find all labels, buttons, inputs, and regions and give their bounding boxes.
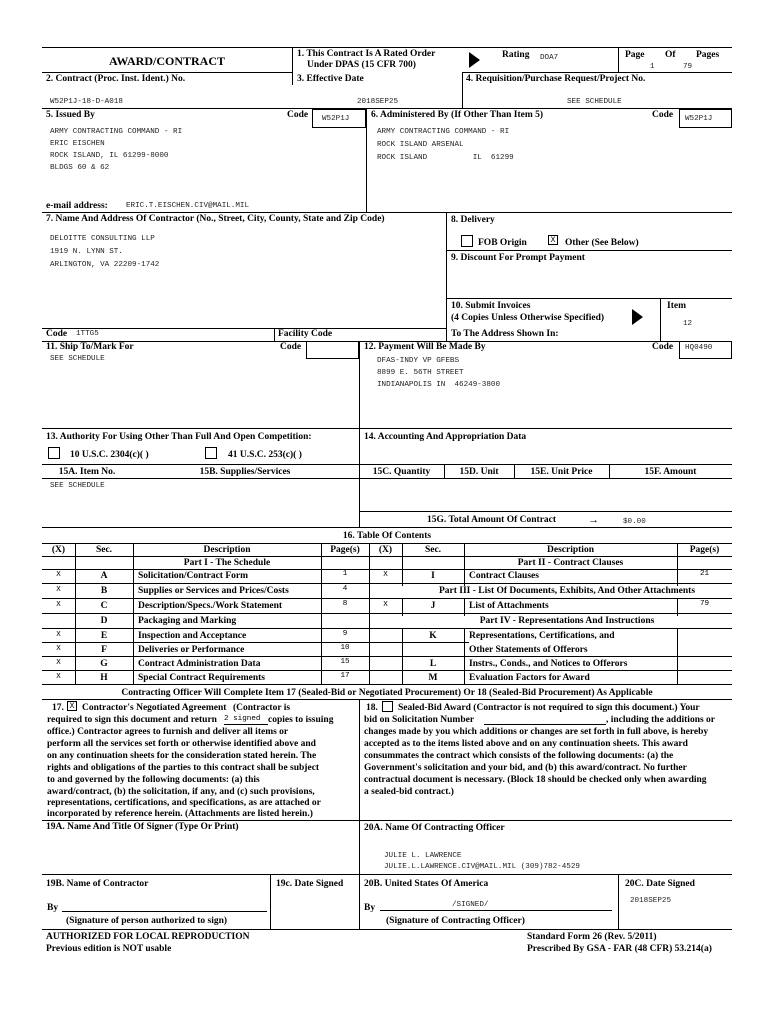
of-label: Of: [665, 50, 676, 60]
item18-checkbox[interactable]: [382, 701, 393, 712]
footer-reproduction: AUTHORIZED FOR LOCAL REPRODUCTION: [46, 932, 250, 942]
page-number: 1: [650, 63, 655, 71]
total-arrow-icon: →: [588, 514, 599, 526]
fob-origin-label: FOB Origin: [478, 238, 527, 248]
toc-pages: 79: [699, 600, 710, 608]
divider: [446, 212, 447, 342]
item18-line: bid on Solicitation Number: [364, 715, 475, 725]
item17-line: required to sign this document and return: [47, 715, 217, 725]
toc-sec: E: [100, 631, 108, 641]
item18-line: Government's solicitation and your bid, and (b) this award/contract. No further: [364, 763, 687, 773]
issued-code-label: Code: [287, 110, 309, 120]
usc-253-checkbox[interactable]: [205, 447, 217, 459]
divider: [359, 699, 360, 820]
toc-pages: 21: [699, 570, 710, 578]
divider: [270, 874, 271, 930]
divider: [677, 543, 678, 685]
toc-title: 16. Table Of Contents: [342, 531, 432, 541]
divider: [133, 543, 134, 685]
toc-desc: Supplies or Services and Prices/Costs: [138, 586, 289, 596]
col-15c: 15C. Quantity: [372, 467, 431, 477]
total-label: 15G. Total Amount Of Contract: [427, 515, 557, 525]
item18-line: changes made by you which additions or changes are set forth in full above, is hereby: [364, 727, 709, 737]
toc-desc-k: Representations, Certifications, and: [469, 631, 615, 641]
usc-2304-checkbox[interactable]: [48, 447, 60, 459]
signer-name-label: 19A. Name And Title Of Signer (Type Or Print): [46, 822, 239, 832]
ship-to-value: SEE SCHEDULE: [50, 355, 105, 363]
rule: [42, 527, 732, 528]
administered-code-label: Code: [652, 110, 674, 120]
toc-h-sec: Sec.: [424, 545, 442, 555]
contractor-line: 1919 N. LYNN ST.: [50, 248, 123, 256]
rule: [42, 874, 732, 875]
col-15a: 15A. Item No.: [58, 467, 116, 477]
item17-head2: (Contractor is: [233, 703, 291, 713]
contractor-code: 1TTG5: [76, 330, 99, 338]
ship-to-label: 11. Ship To/Mark For: [46, 342, 134, 352]
item17-line: representations, certifications, and specifications, as are attached or: [47, 798, 321, 808]
toc-pages: 9: [342, 630, 348, 638]
toc-desc: Contract Clauses: [469, 571, 539, 581]
toc-desc: Deliveries or Performance: [138, 645, 245, 655]
item18-head: Sealed-Bid Award (Contractor is not required to sign this document.) Your: [398, 703, 700, 713]
officer-note: Contracting Officer Will Complete Item 17 (Sealed-Bid or Negotiated Procurement) Or 18 (Sealed-Bid Procurement) As Applicable: [121, 688, 653, 698]
toc-x: X: [383, 601, 388, 609]
toc-sec: I: [431, 571, 435, 581]
toc-desc-m: Evaluation Factors for Award: [469, 673, 590, 683]
item17-line: rights and obligations of the parties to this contract shall be subject: [47, 763, 320, 773]
toc-part3: Part III - List Of Documents, Exhibits, And Other Attachments: [402, 586, 732, 598]
item17-line: on any continuation sheets for the consideration stated herein. The: [47, 751, 317, 761]
footer-edition: Previous edition is NOT usable: [46, 944, 172, 954]
rule: [42, 328, 446, 329]
toc-part4: Part IV - Representations And Instructions: [402, 616, 732, 628]
toc-sec: J: [430, 601, 436, 611]
item17-checkbox[interactable]: X: [67, 701, 77, 711]
rule: [42, 929, 732, 930]
toc-sec: H: [100, 673, 108, 683]
total-value: $0.00: [623, 518, 646, 526]
item18-line: consummates the contract which consists of the following documents: (a) the: [364, 751, 674, 761]
rating-label: Rating: [502, 50, 530, 60]
page-count: 79: [683, 63, 693, 71]
page-label: Page: [625, 50, 645, 60]
item17-line: award/contract, (b) the solicitation, if any, and (c) such provisions,: [47, 787, 315, 797]
footer-form-number: Standard Form 26 (Rev. 5/2011): [527, 932, 657, 942]
toc-h-desc: Description: [547, 545, 594, 555]
copies-field[interactable]: 2 signed: [224, 714, 268, 725]
toc-part1: Part I - The Schedule: [183, 558, 271, 568]
item17-line: incorporated by reference herein. (Attachments are listed herein.): [47, 809, 313, 819]
toc-desc: List of Attachments: [469, 601, 549, 611]
toc-desc: Special Contract Requirements: [138, 673, 266, 683]
rule: [462, 72, 732, 73]
item18-line: a sealed-bid contract.): [364, 787, 454, 797]
rule: [42, 212, 732, 213]
issued-code: W52P1J: [322, 115, 350, 123]
ship-to-code-label: Code: [280, 342, 302, 352]
toc-x: X: [56, 645, 61, 653]
toc-pages: 8: [342, 600, 348, 608]
invoice-item-label: Item: [667, 301, 686, 311]
officer-name-label: 20A. Name Of Contracting Officer: [364, 823, 505, 833]
issued-line: ROCK ISLAND, IL 61299-8000: [50, 152, 169, 160]
pages-label: Pages: [696, 50, 720, 60]
arrow-icon: [469, 52, 480, 68]
rule: [446, 298, 732, 299]
rule: [42, 556, 732, 557]
officer-name: JULIE L. LAWRENCE: [384, 852, 462, 860]
officer-signature-field[interactable]: [380, 899, 612, 911]
toc-desc: Contract Administration Data: [138, 659, 261, 669]
contractor-line: ARLINGTON, VA 22209-1742: [50, 261, 160, 269]
authority-label: 13. Authority For Using Other Than Full And Open Competition:: [46, 432, 312, 442]
col-15e: 15E. Unit Price: [530, 467, 593, 477]
item17-line: to and governed by the following documents: (a) this: [47, 775, 260, 785]
toc-sec: G: [100, 659, 108, 669]
rule: [42, 583, 732, 584]
contractor-name-label: 19B. Name of Contractor: [46, 879, 149, 889]
rule: [42, 569, 732, 570]
item1-label: 1. This Contract Is A Rated Order: [297, 49, 436, 59]
toc-part2: Part II - Contract Clauses: [517, 558, 624, 568]
toc-sec: F: [101, 645, 107, 655]
submit-invoices-label: 10. Submit Invoices: [451, 301, 531, 311]
toc-sec: D: [100, 616, 108, 626]
administered-line: ROCK ISLAND ARSENAL: [377, 141, 464, 149]
rule: [42, 598, 732, 599]
invoice-item-value: 12: [683, 320, 693, 328]
toc-desc: Solicitation/Contract Form: [138, 571, 249, 581]
toc-pages: 4: [342, 585, 348, 593]
officer-date-label: 20C. Date Signed: [625, 879, 695, 889]
item17-line: office.) Contractor agrees to furnish and deliver all items or: [47, 727, 289, 737]
divider: [359, 820, 360, 930]
toc-desc: Inspection and Acceptance: [138, 631, 247, 641]
form-top-rule: [42, 47, 732, 48]
divider: [618, 47, 619, 73]
item18-line: accepted as to the items listed above and on any continuation sheets. This award: [364, 739, 688, 749]
contractor-code-label: Code: [46, 329, 68, 339]
rule: [42, 464, 732, 465]
rule: [446, 250, 732, 251]
toc-x: X: [56, 586, 61, 594]
toc-pages: 15: [340, 658, 350, 666]
discount-label: 9. Discount For Prompt Payment: [451, 253, 585, 263]
items-value: SEE SCHEDULE: [50, 482, 105, 490]
payment-line: 8899 E. 56TH STREET: [377, 369, 464, 377]
divider: [369, 543, 370, 685]
col-15f: 15F. Amount: [644, 467, 697, 477]
item2-label: 2. Contract (Proc. Inst. Ident.) No.: [46, 74, 186, 84]
toc-desc-l: Instrs., Conds., and Notices to Offerors: [469, 659, 628, 669]
item18-line: contractual document is necessary. (Block 18 should be checked only when awarding: [364, 775, 707, 785]
officer-contact: JULIE.L.LAWRENCE.CIV@MAIL.MIL (309)782-4529: [384, 863, 580, 871]
to-address-label: To The Address Shown In:: [451, 329, 559, 339]
rule: [42, 108, 732, 109]
toc-sec-m: M: [428, 673, 438, 683]
contractor-signature-caption: (Signature of person authorized to sign): [66, 916, 228, 926]
administered-line: ARMY CONTRACTING COMMAND - RI: [377, 128, 510, 136]
toc-x: X: [56, 631, 61, 639]
toc-h-pages: Page(s): [689, 545, 720, 555]
officer-signature-caption: (Signature of Contracting Officer): [386, 916, 525, 926]
col-15d: 15D. Unit: [459, 467, 499, 477]
solicitation-number-field[interactable]: [484, 714, 606, 725]
toc-sec: C: [100, 601, 108, 611]
by-label: By: [47, 903, 59, 913]
footer-prescribed: Prescribed By GSA - FAR (48 CFR) 53.214(a): [527, 944, 712, 954]
toc-pages: 17: [340, 672, 350, 680]
effective-date: 2018SEP25: [357, 98, 399, 106]
item1-label-2: Under DPAS (15 CFR 700): [307, 60, 416, 70]
payment-label: 12. Payment Will Be Made By: [364, 342, 486, 352]
toc-desc: Description/Specs./Work Statement: [138, 601, 283, 611]
contractor-date-label: 19c. Date Signed: [276, 879, 344, 889]
rule: [42, 699, 732, 700]
email-label: e-mail address:: [46, 201, 108, 211]
administered-line: ROCK ISLAND IL 61299: [377, 154, 514, 162]
rule: [359, 511, 732, 512]
issued-by-label: 5. Issued By: [46, 110, 95, 120]
usa-label: 20B. United States Of America: [364, 879, 489, 889]
requisition-number: SEE SCHEDULE: [567, 98, 622, 106]
delivery-label: 8. Delivery: [451, 215, 495, 225]
toc-h-sec: Sec.: [95, 545, 113, 555]
administered-by-label: 6. Administered By (If Other Than Item 5): [371, 110, 544, 120]
facility-code-label: Facility Code: [278, 329, 333, 339]
item18-line: , including the additions or: [606, 715, 716, 725]
payment-line: INDIANAPOLIS IN 46249-3800: [377, 381, 501, 389]
payment-code: HQ0490: [685, 344, 713, 352]
officer-signature: /SIGNED/: [452, 901, 489, 909]
item17-head: Contractor's Negotiated Agreement: [82, 703, 227, 713]
divider: [462, 72, 463, 108]
divider: [359, 341, 360, 527]
rule: [42, 820, 732, 821]
toc-h-pages: Page(s): [330, 545, 360, 555]
form-title: AWARD/CONTRACT: [108, 54, 225, 68]
col-15b: 15B. Supplies/Services: [199, 467, 291, 477]
toc-x: X: [56, 659, 61, 667]
issued-line: ERIC EISCHEN: [50, 140, 105, 148]
toc-sec: B: [100, 586, 108, 596]
toc-h-x: (X): [51, 545, 66, 555]
email-value: ERIC.T.EISCHEN.CIV@MAIL.MIL: [126, 202, 250, 210]
toc-pages: 10: [340, 644, 350, 652]
divider: [274, 328, 275, 342]
contractor-label: 7. Name And Address Of Contractor (No., Street, City, County, State and Zip Code): [46, 214, 385, 224]
contract-number: W52P1J-18-D-A018: [50, 98, 123, 106]
toc-x: X: [56, 673, 61, 681]
rule: [42, 72, 292, 73]
toc-desc: Packaging and Marking: [138, 616, 237, 626]
divider: [292, 47, 293, 85]
toc-x: X: [56, 601, 61, 609]
submit-invoices-label-2: (4 Copies Unless Otherwise Specified): [451, 313, 605, 323]
contractor-signature-field[interactable]: [62, 901, 267, 912]
rule: [42, 628, 732, 629]
officer-date: 2018SEP25: [630, 897, 672, 905]
toc-pages: 1: [342, 570, 348, 578]
toc-h-x: (X): [378, 545, 393, 555]
toc-x: X: [56, 571, 61, 579]
rule: [42, 478, 732, 479]
usc-2304-label: 10 U.S.C. 2304(c)( ): [70, 450, 149, 460]
rule: [42, 543, 732, 544]
accounting-label: 14. Accounting And Appropriation Data: [364, 432, 527, 442]
divider: [366, 108, 367, 212]
item17-line: copies to issuing: [268, 715, 334, 725]
toc-desc-k2: Other Statements of Offerors: [469, 645, 588, 655]
payment-line: DFAS-INDY VP GFEBS: [377, 357, 460, 365]
toc-sec-l: L: [429, 659, 437, 669]
payment-code-label: Code: [652, 342, 674, 352]
contractor-line: DELOITTE CONSULTING LLP: [50, 235, 155, 243]
item18-num: 18.: [366, 703, 378, 713]
fob-origin-checkbox[interactable]: [461, 235, 473, 247]
toc-sec: A: [100, 571, 108, 581]
divider: [618, 874, 619, 930]
administered-code: W52P1J: [685, 115, 713, 123]
divider: [660, 298, 661, 342]
item17-num: 17.: [52, 703, 64, 713]
arrow-icon: [632, 309, 643, 325]
toc-x: X: [383, 571, 388, 579]
item17-line: perform all the services set forth or otherwise identified above and: [47, 739, 316, 749]
divider: [464, 543, 465, 685]
other-label: Other (See Below): [565, 238, 639, 248]
item4-label: 4. Requisition/Purchase Request/Project No.: [466, 74, 646, 84]
rule: [42, 428, 732, 429]
item3-label: 3. Effective Date: [297, 74, 364, 84]
toc-sec-k: K: [429, 631, 437, 641]
ship-to-code-box: [306, 341, 359, 359]
rule: [42, 613, 732, 614]
issued-line: BLDGS 60 & 62: [50, 164, 110, 172]
toc-h-desc: Description: [203, 545, 251, 555]
by-label: By: [364, 903, 376, 913]
usc-253-label: 41 U.S.C. 253(c)( ): [228, 450, 302, 460]
rating-value: DOA7: [540, 54, 559, 62]
issued-line: ARMY CONTRACTING COMMAND - RI: [50, 128, 183, 136]
other-checkbox[interactable]: X: [548, 235, 558, 245]
